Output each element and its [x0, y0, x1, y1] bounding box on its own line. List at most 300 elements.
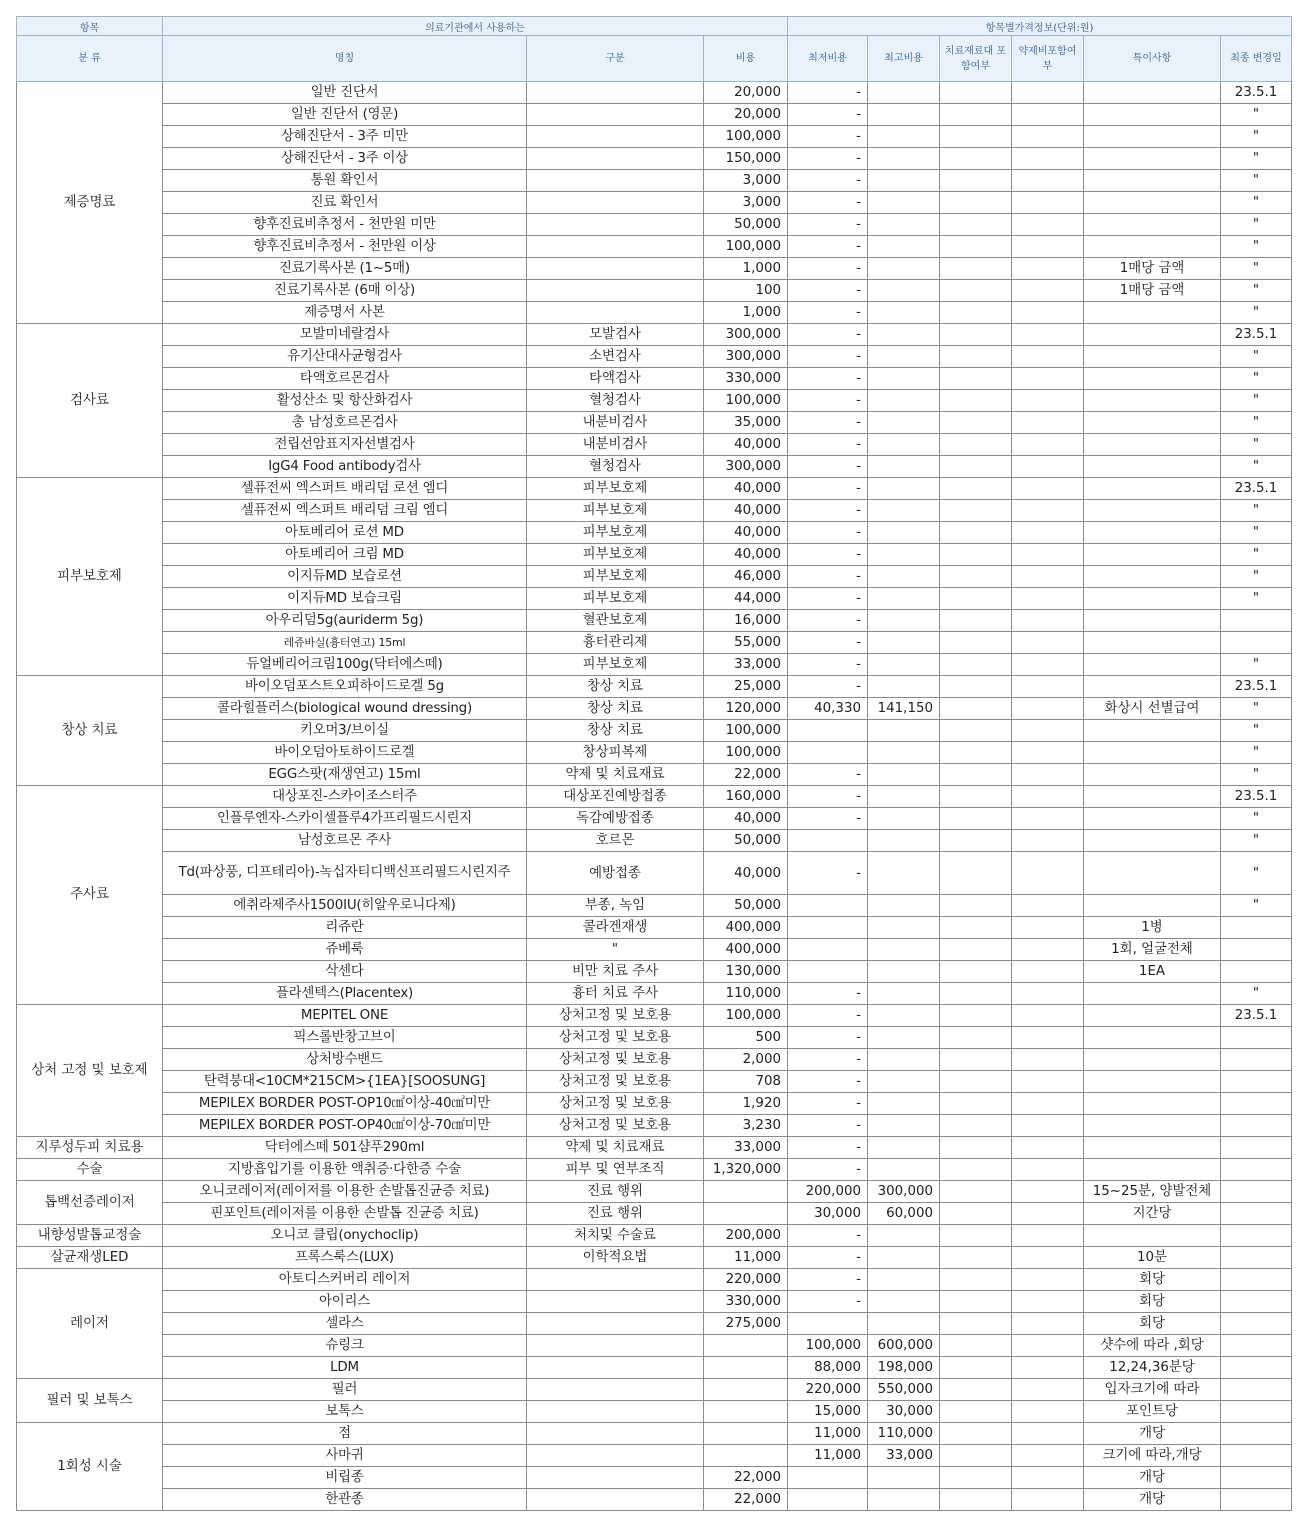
last-changed-cell [1221, 1423, 1292, 1445]
header-cost: 비용 [704, 36, 788, 82]
max-cost-cell: 600,000 [868, 1335, 940, 1357]
cost-cell: 120,000 [704, 698, 788, 720]
last-changed-cell: " [1221, 698, 1292, 720]
material-included-cell [940, 566, 1012, 588]
item-name-cell: 레쥬바실(흉터연고) 15ml [163, 632, 527, 654]
cost-cell: 40,000 [704, 434, 788, 456]
note-cell [1084, 82, 1221, 104]
note-cell: 15~25분, 양발전체 [1084, 1181, 1221, 1203]
max-cost-cell [868, 917, 940, 939]
min-cost-cell: - [788, 654, 868, 676]
table-row [17, 126, 1292, 148]
material-included-cell [940, 1357, 1012, 1379]
min-cost-cell: - [788, 368, 868, 390]
min-cost-cell: - [788, 82, 868, 104]
min-cost-cell [788, 961, 868, 983]
drug-included-cell [1012, 1269, 1084, 1291]
max-cost-cell: 198,000 [868, 1357, 940, 1379]
drug-included-cell [1012, 258, 1084, 280]
material-included-cell [940, 126, 1012, 148]
drug-included-cell [1012, 1137, 1084, 1159]
item-name-cell: 바이오덤포스트오피하이드로겔 5g [163, 676, 527, 698]
cost-cell: 16,000 [704, 610, 788, 632]
min-cost-cell: - [788, 588, 868, 610]
gubun-cell: 피부보호제 [527, 544, 704, 566]
cost-cell: 160,000 [704, 786, 788, 808]
cost-cell: 100,000 [704, 126, 788, 148]
item-name-cell: 사마귀 [163, 1445, 527, 1467]
drug-included-cell [1012, 786, 1084, 808]
category-cell: 지루성두피 치료용 [17, 1137, 163, 1159]
cost-cell [704, 1445, 788, 1467]
last-changed-cell: " [1221, 126, 1292, 148]
table-row [17, 170, 1292, 192]
gubun-cell: 상처고정 및 보호용 [527, 1049, 704, 1071]
max-cost-cell [868, 1027, 940, 1049]
last-changed-cell: " [1221, 852, 1292, 895]
material-included-cell [940, 1137, 1012, 1159]
item-name-cell: 진료기록사본 (6매 이상) [163, 280, 527, 302]
cost-cell: 22,000 [704, 1467, 788, 1489]
item-name-cell: MEPILEX BORDER POST-OP10㎠이상-40㎠미만 [163, 1093, 527, 1115]
note-cell: 개당 [1084, 1467, 1221, 1489]
note-cell [1084, 192, 1221, 214]
max-cost-cell [868, 412, 940, 434]
drug-included-cell [1012, 1489, 1084, 1511]
last-changed-cell: " [1221, 654, 1292, 676]
item-name-cell: 남성호르몬 주사 [163, 830, 527, 852]
cost-cell: 40,000 [704, 522, 788, 544]
cost-cell [704, 1423, 788, 1445]
max-cost-cell [868, 82, 940, 104]
max-cost-cell [868, 676, 940, 698]
last-changed-cell: " [1221, 368, 1292, 390]
gubun-cell: 콜라겐재생 [527, 917, 704, 939]
item-name-cell: 일반 진단서 [163, 82, 527, 104]
max-cost-cell [868, 632, 940, 654]
item-name-cell: 셀퓨전씨 엑스퍼트 배리덤 로션 엠디 [163, 478, 527, 500]
cost-cell: 40,000 [704, 500, 788, 522]
table-row [17, 654, 1292, 676]
item-name-cell: 오니코레이저(레이저를 이용한 손발톱진균증 치료) [163, 1181, 527, 1203]
gubun-cell: 혈청검사 [527, 456, 704, 478]
cost-cell: 100,000 [704, 742, 788, 764]
table-row [17, 1115, 1292, 1137]
min-cost-cell: - [788, 1093, 868, 1115]
material-included-cell [940, 390, 1012, 412]
note-cell: 화상시 선별급여 [1084, 698, 1221, 720]
table-row [17, 412, 1292, 434]
gubun-cell: 혈청검사 [527, 390, 704, 412]
cost-cell: 40,000 [704, 808, 788, 830]
category-cell: 주사료 [17, 786, 163, 1005]
gubun-cell [527, 1489, 704, 1511]
drug-included-cell [1012, 1203, 1084, 1225]
header-material-included: 치료재료대 포함여부 [940, 36, 1012, 82]
table-row [17, 456, 1292, 478]
material-included-cell [940, 346, 1012, 368]
note-cell [1084, 390, 1221, 412]
min-cost-cell: - [788, 1137, 868, 1159]
note-cell: 회당 [1084, 1291, 1221, 1313]
min-cost-cell: - [788, 500, 868, 522]
item-name-cell: LDM [163, 1357, 527, 1379]
min-cost-cell: - [788, 1225, 868, 1247]
material-included-cell [940, 852, 1012, 895]
last-changed-cell: " [1221, 302, 1292, 324]
header-institution: 의료기관에서 사용하는 [163, 17, 788, 36]
drug-included-cell [1012, 720, 1084, 742]
last-changed-cell: 23.5.1 [1221, 1005, 1292, 1027]
drug-included-cell [1012, 1049, 1084, 1071]
note-cell [1084, 1071, 1221, 1093]
item-name-cell: EGG스팟(재생연고) 15ml [163, 764, 527, 786]
table-row [17, 192, 1292, 214]
item-name-cell: 셀퓨전씨 엑스퍼트 배리덤 크림 엠디 [163, 500, 527, 522]
material-included-cell [940, 456, 1012, 478]
cost-cell: 100,000 [704, 390, 788, 412]
drug-included-cell [1012, 170, 1084, 192]
max-cost-cell: 60,000 [868, 1203, 940, 1225]
drug-included-cell [1012, 82, 1084, 104]
max-cost-cell [868, 280, 940, 302]
item-name-cell: 셀라스 [163, 1313, 527, 1335]
table-row [17, 1093, 1292, 1115]
last-changed-cell [1221, 1313, 1292, 1335]
last-changed-cell [1221, 1049, 1292, 1071]
cost-cell: 50,000 [704, 830, 788, 852]
item-name-cell: 대상포진-스카이조스터주 [163, 786, 527, 808]
material-included-cell [940, 1093, 1012, 1115]
cost-cell: 22,000 [704, 1489, 788, 1511]
note-cell [1084, 1159, 1221, 1181]
gubun-cell: 부종, 녹임 [527, 895, 704, 917]
cost-cell: 1,000 [704, 258, 788, 280]
note-cell [1084, 324, 1221, 346]
gubun-cell: 피부보호제 [527, 566, 704, 588]
drug-included-cell [1012, 456, 1084, 478]
gubun-cell: 소변검사 [527, 346, 704, 368]
last-changed-cell: " [1221, 390, 1292, 412]
table-row [17, 522, 1292, 544]
min-cost-cell: - [788, 434, 868, 456]
table-row [17, 478, 1292, 500]
cost-cell: 40,000 [704, 544, 788, 566]
note-cell [1084, 588, 1221, 610]
note-cell [1084, 170, 1221, 192]
note-cell [1084, 720, 1221, 742]
max-cost-cell [868, 610, 940, 632]
note-cell [1084, 895, 1221, 917]
min-cost-cell: - [788, 522, 868, 544]
item-name-cell: 아우리덤5g(auriderm 5g) [163, 610, 527, 632]
material-included-cell [940, 676, 1012, 698]
cost-cell: 400,000 [704, 939, 788, 961]
last-changed-cell: " [1221, 830, 1292, 852]
item-name-cell: MEPITEL ONE [163, 1005, 527, 1027]
last-changed-cell [1221, 1181, 1292, 1203]
price-table [16, 16, 1292, 1511]
note-cell: 1회, 얼굴전체 [1084, 939, 1221, 961]
drug-included-cell [1012, 544, 1084, 566]
material-included-cell [940, 654, 1012, 676]
material-included-cell [940, 1049, 1012, 1071]
table-row [17, 1335, 1292, 1357]
table-row [17, 368, 1292, 390]
cost-cell: 46,000 [704, 566, 788, 588]
max-cost-cell [868, 983, 940, 1005]
drug-included-cell [1012, 676, 1084, 698]
item-name-cell: 오니코 클립(onychoclip) [163, 1225, 527, 1247]
gubun-cell: 모발검사 [527, 324, 704, 346]
item-name-cell: 향후진료비추정서 - 천만원 이상 [163, 236, 527, 258]
material-included-cell [940, 1401, 1012, 1423]
table-row [17, 742, 1292, 764]
item-name-cell: 아토베리어 로션 MD [163, 522, 527, 544]
item-name-cell: 이지듀MD 보습로션 [163, 566, 527, 588]
min-cost-cell: - [788, 456, 868, 478]
item-name-cell: 필러 [163, 1379, 527, 1401]
item-name-cell: 슈링크 [163, 1335, 527, 1357]
max-cost-cell [868, 1225, 940, 1247]
last-changed-cell: " [1221, 895, 1292, 917]
item-name-cell: 듀얼베리어크림100g(닥터에스떼) [163, 654, 527, 676]
min-cost-cell [788, 1467, 868, 1489]
max-cost-cell [868, 1291, 940, 1313]
note-cell [1084, 566, 1221, 588]
category-cell: 피부보호제 [17, 478, 163, 676]
min-cost-cell: - [788, 390, 868, 412]
note-cell [1084, 236, 1221, 258]
note-cell [1084, 434, 1221, 456]
table-row [17, 1291, 1292, 1313]
drug-included-cell [1012, 1291, 1084, 1313]
last-changed-cell [1221, 1335, 1292, 1357]
min-cost-cell: - [788, 764, 868, 786]
material-included-cell [940, 1335, 1012, 1357]
max-cost-cell [868, 170, 940, 192]
min-cost-cell: 220,000 [788, 1379, 868, 1401]
gubun-cell: " [527, 939, 704, 961]
min-cost-cell: - [788, 1115, 868, 1137]
table-row [17, 1423, 1292, 1445]
max-cost-cell [868, 1313, 940, 1335]
max-cost-cell [868, 368, 940, 390]
cost-cell: 20,000 [704, 82, 788, 104]
drug-included-cell [1012, 654, 1084, 676]
material-included-cell [940, 1423, 1012, 1445]
max-cost-cell [868, 214, 940, 236]
min-cost-cell: - [788, 632, 868, 654]
gubun-cell [527, 1313, 704, 1335]
note-cell: 입자크기에 따라 [1084, 1379, 1221, 1401]
min-cost-cell [788, 742, 868, 764]
cost-cell: 400,000 [704, 917, 788, 939]
max-cost-cell [868, 1159, 940, 1181]
min-cost-cell: 200,000 [788, 1181, 868, 1203]
cost-cell: 3,230 [704, 1115, 788, 1137]
gubun-cell [527, 1335, 704, 1357]
last-changed-cell [1221, 1203, 1292, 1225]
item-name-cell: 통원 확인서 [163, 170, 527, 192]
material-included-cell [940, 720, 1012, 742]
last-changed-cell: " [1221, 720, 1292, 742]
min-cost-cell [788, 939, 868, 961]
material-included-cell [940, 1313, 1012, 1335]
min-cost-cell: - [788, 544, 868, 566]
table-row [17, 1489, 1292, 1511]
drug-included-cell [1012, 500, 1084, 522]
material-included-cell [940, 104, 1012, 126]
min-cost-cell: - [788, 610, 868, 632]
last-changed-cell [1221, 1137, 1292, 1159]
material-included-cell [940, 1159, 1012, 1181]
drug-included-cell [1012, 1335, 1084, 1357]
cost-cell: 25,000 [704, 676, 788, 698]
gubun-cell: 타액검사 [527, 368, 704, 390]
item-name-cell: 향후진료비추정서 - 천만원 미만 [163, 214, 527, 236]
gubun-cell [527, 1401, 704, 1423]
last-changed-cell: " [1221, 192, 1292, 214]
min-cost-cell: - [788, 302, 868, 324]
last-changed-cell [1221, 1247, 1292, 1269]
min-cost-cell: - [788, 1049, 868, 1071]
table-row [17, 214, 1292, 236]
header-price-info: 항목별가격정보(단위:원) [788, 17, 1292, 36]
last-changed-cell: " [1221, 434, 1292, 456]
max-cost-cell [868, 566, 940, 588]
cost-cell [704, 1335, 788, 1357]
gubun-cell: 상처고정 및 보호용 [527, 1071, 704, 1093]
cost-cell: 330,000 [704, 368, 788, 390]
max-cost-cell [868, 588, 940, 610]
last-changed-cell [1221, 917, 1292, 939]
drug-included-cell [1012, 1093, 1084, 1115]
table-row [17, 1467, 1292, 1489]
last-changed-cell: " [1221, 104, 1292, 126]
item-name-cell: 리쥬란 [163, 917, 527, 939]
min-cost-cell: - [788, 1247, 868, 1269]
last-changed-cell [1221, 1269, 1292, 1291]
category-cell: 검사료 [17, 324, 163, 478]
gubun-cell [527, 1269, 704, 1291]
min-cost-cell: - [788, 676, 868, 698]
last-changed-cell [1221, 1291, 1292, 1313]
max-cost-cell [868, 192, 940, 214]
note-cell [1084, 676, 1221, 698]
min-cost-cell: 15,000 [788, 1401, 868, 1423]
cost-cell: 1,920 [704, 1093, 788, 1115]
last-changed-cell [1221, 1071, 1292, 1093]
drug-included-cell [1012, 917, 1084, 939]
material-included-cell [940, 434, 1012, 456]
material-included-cell [940, 961, 1012, 983]
table-row [17, 764, 1292, 786]
table-row [17, 1247, 1292, 1269]
cost-cell: 130,000 [704, 961, 788, 983]
item-name-cell: 일반 진단서 (영문) [163, 104, 527, 126]
table-row [17, 1071, 1292, 1093]
material-included-cell [940, 82, 1012, 104]
min-cost-cell: - [788, 852, 868, 895]
drug-included-cell [1012, 1423, 1084, 1445]
cost-cell: 3,000 [704, 170, 788, 192]
last-changed-cell: " [1221, 808, 1292, 830]
material-included-cell [940, 478, 1012, 500]
item-name-cell: 아토디스커버리 레이저 [163, 1269, 527, 1291]
last-changed-cell [1221, 1401, 1292, 1423]
drug-included-cell [1012, 236, 1084, 258]
item-name-cell: 픽스롤반창고브이 [163, 1027, 527, 1049]
gubun-cell [527, 214, 704, 236]
item-name-cell: 이지듀MD 보습크림 [163, 588, 527, 610]
material-included-cell [940, 917, 1012, 939]
item-name-cell: 제증명서 사본 [163, 302, 527, 324]
last-changed-cell: 23.5.1 [1221, 676, 1292, 698]
material-included-cell [940, 1071, 1012, 1093]
drug-included-cell [1012, 522, 1084, 544]
drug-included-cell [1012, 1225, 1084, 1247]
max-cost-cell [868, 1247, 940, 1269]
drug-included-cell [1012, 324, 1084, 346]
last-changed-cell [1221, 1225, 1292, 1247]
table-row [17, 1401, 1292, 1423]
cost-cell: 55,000 [704, 632, 788, 654]
table-row [17, 720, 1292, 742]
cost-cell: 1,320,000 [704, 1159, 788, 1181]
cost-cell: 20,000 [704, 104, 788, 126]
item-name-cell: 핀포인트(레이저를 이용한 손발톱 진균증 치료) [163, 1203, 527, 1225]
last-changed-cell: " [1221, 346, 1292, 368]
min-cost-cell: - [788, 324, 868, 346]
min-cost-cell [788, 917, 868, 939]
gubun-cell: 피부보호제 [527, 522, 704, 544]
gubun-cell [527, 1423, 704, 1445]
min-cost-cell: - [788, 1291, 868, 1313]
note-cell: 개당 [1084, 1489, 1221, 1511]
last-changed-cell: 23.5.1 [1221, 324, 1292, 346]
note-cell: 회당 [1084, 1269, 1221, 1291]
header-gubun: 구분 [527, 36, 704, 82]
table-row [17, 852, 1292, 895]
item-name-cell: 점 [163, 1423, 527, 1445]
category-cell: 수술 [17, 1159, 163, 1181]
min-cost-cell: - [788, 412, 868, 434]
cost-cell: 300,000 [704, 324, 788, 346]
table-row [17, 104, 1292, 126]
drug-included-cell [1012, 983, 1084, 1005]
item-name-cell: 한관종 [163, 1489, 527, 1511]
drug-included-cell [1012, 478, 1084, 500]
drug-included-cell [1012, 1159, 1084, 1181]
header-last-changed: 최종 변경일 [1221, 36, 1292, 82]
table-row [17, 1313, 1292, 1335]
last-changed-cell [1221, 610, 1292, 632]
table-row [17, 280, 1292, 302]
last-changed-cell: " [1221, 236, 1292, 258]
note-cell [1084, 830, 1221, 852]
drug-included-cell [1012, 895, 1084, 917]
gubun-cell [527, 1467, 704, 1489]
note-cell [1084, 742, 1221, 764]
gubun-cell: 창상피복제 [527, 742, 704, 764]
cost-cell: 35,000 [704, 412, 788, 434]
table-row [17, 500, 1292, 522]
note-cell [1084, 1115, 1221, 1137]
note-cell: 1매당 금액 [1084, 258, 1221, 280]
note-cell: 샷수에 따라 ,회당 [1084, 1335, 1221, 1357]
min-cost-cell: - [788, 786, 868, 808]
